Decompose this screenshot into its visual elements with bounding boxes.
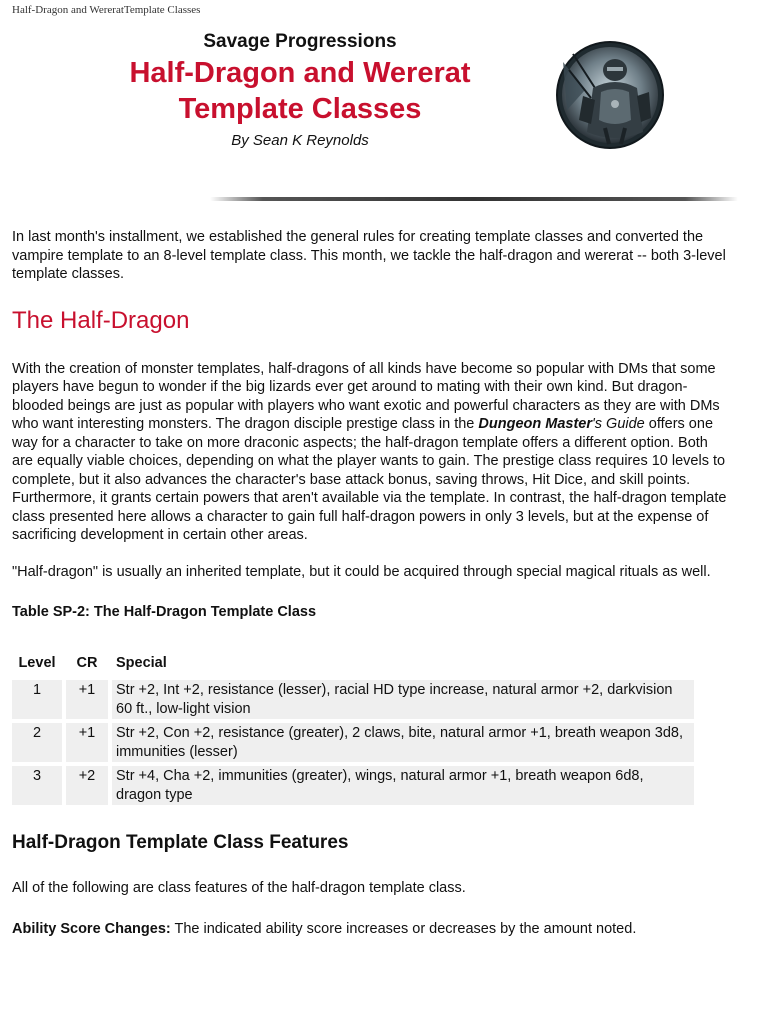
paragraph-text-continued: offers one way for a character to take on more draconic aspects; the half-dragon template offers a different option. Both are equally viable choices, depending on what the player wants to gain. The prestige class requires 10 levels to complete, but it also advances the character's base attack bonus, saving throws, Hit Dice, and skill points. Furthermore, it grants certain powers that aren't available via the template. In contrast, the half-dragon template class presented here allows a character to gain full half-dragon powers in only 3 levels, but at the expense of sacrificing development in certain other areas. xyxy=(12,416,727,543)
article-title-line-1: Half-Dragon and Wererat xyxy=(129,57,471,89)
column-header-cr: CR xyxy=(76,654,98,671)
features-intro-paragraph: All of the following are class features of the half-dragon template class. xyxy=(12,880,466,896)
cr-cell: +1 xyxy=(66,680,108,719)
half-dragon-paragraph xyxy=(12,360,728,545)
table-caption: Table SP-2: The Half-Dragon Template Class xyxy=(12,604,317,620)
level-cell: 1 xyxy=(12,680,62,719)
special-cell: Str +2, Int +2, resistance (lesser), racial HD type increase, natural armor +2, darkvision 60 ft., low-light vision xyxy=(112,680,694,719)
half-dragon-template-table xyxy=(8,650,698,810)
paragraph-text: With the creation of monster templates, half-dragons of all kinds have become so popular with DMs that some players have begun to wonder if the big lizards ever get around to mating with their own kind. But dragon-blooded beings are just as popular with players who want exotic and powerful characters as they are with DMs who want interesting monsters. The dragon disciple prestige class in the xyxy=(12,360,720,432)
special-cell: Str +2, Con +2, resistance (greater), 2 claws, bite, natural armor +1, breath weapon 3d8, immunities (lesser) xyxy=(112,723,694,762)
cr-cell: +2 xyxy=(66,766,108,805)
level-cell: 2 xyxy=(12,723,62,762)
table-row xyxy=(12,766,694,805)
table-row xyxy=(12,680,694,719)
ability-score-changes-paragraph xyxy=(12,920,728,939)
special-cell: Str +4, Cha +2, immunities (greater), wings, natural armor +1, breath weapon 6d8, dragon type xyxy=(112,766,694,805)
intro-paragraph: In last month's installment, we established the general rules for creating template classes and converted the vampire template to an 8-level template class. This month, we tackle the half-dragon and wererat -- both 3-level template classes. xyxy=(12,229,726,282)
book-title-italic: 's Guide xyxy=(592,416,645,432)
table-row xyxy=(12,723,694,762)
ability-score-changes-term: Ability Score Changes: xyxy=(12,920,171,937)
running-header: Half-Dragon and WereratTemplate Classes xyxy=(12,4,201,16)
armored-warrior-medallion-image xyxy=(555,40,665,150)
header-divider-rule xyxy=(210,197,738,201)
column-header-special: Special xyxy=(116,654,167,671)
masthead xyxy=(0,30,600,149)
column-header-level: Level xyxy=(18,654,56,671)
article-title-line-2: Template Classes xyxy=(178,93,422,125)
section-heading-half-dragon: The Half-Dragon xyxy=(12,306,190,334)
ability-score-changes-text: The indicated ability score increases or decreases by the amount noted. xyxy=(170,920,637,937)
series-kicker: Savage Progressions xyxy=(203,31,397,52)
article-body xyxy=(12,228,728,938)
features-heading: Half-Dragon Template Class Features xyxy=(12,832,349,853)
cr-cell: +1 xyxy=(66,723,108,762)
inherited-template-paragraph: "Half-dragon" is usually an inherited template, but it could be acquired through special magical rituals as well. xyxy=(12,563,711,580)
book-title-bold: Dungeon Master xyxy=(478,416,592,432)
author-byline: By Sean K Reynolds xyxy=(231,132,369,149)
level-cell: 3 xyxy=(12,766,62,805)
